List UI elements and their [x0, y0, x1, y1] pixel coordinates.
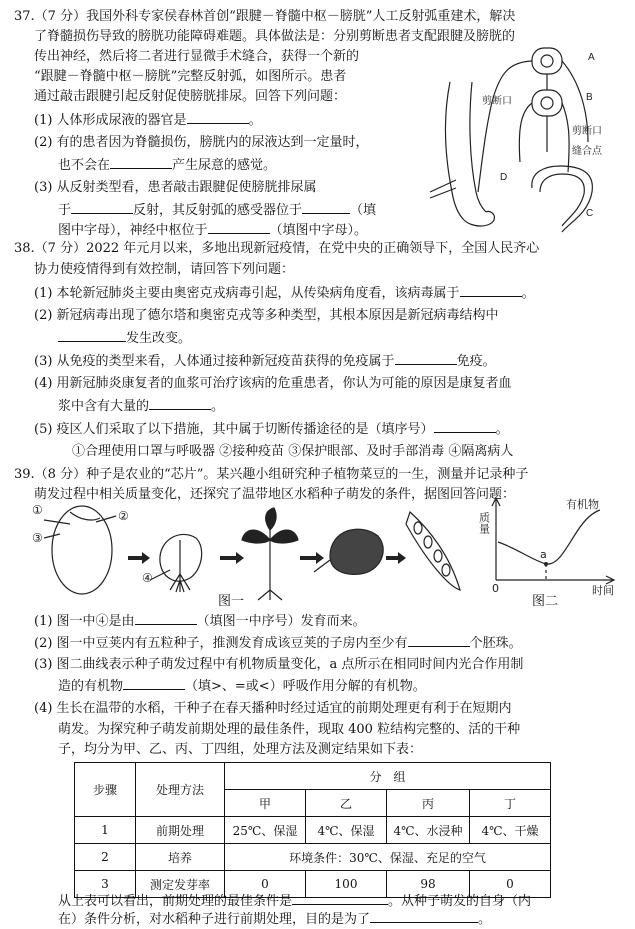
q38-question-4: (4) 用新冠肺炎康复者的血浆可治疗该病的危重患者，你认为可能的原因是康复者血	[34, 376, 512, 391]
punct: 。	[248, 113, 262, 128]
spinal-segment-a	[532, 48, 562, 74]
q39-question-4-l3: 子，均分为甲、乙、丙、丁四组，处理方法及测定结果如下表：	[58, 742, 423, 757]
table-row	[75, 844, 551, 871]
arrow-icon	[128, 552, 150, 564]
organic-matter-curve	[498, 510, 600, 564]
q39-q1-text: (1) 图一中④是由	[34, 614, 135, 629]
arrow-icon	[220, 552, 244, 564]
q38-question-5	[34, 420, 509, 438]
answer-blank[interactable]	[58, 329, 126, 342]
q39-q1-tail: （填图一中序号）发育而来。	[196, 614, 366, 629]
punct: 。	[495, 422, 509, 437]
answer-blank[interactable]	[370, 910, 478, 923]
q38-q5-text: (5) 疫区人们采取了以下措施，其中属于切断传播途径的是（填序号）	[34, 422, 434, 437]
fig-label-cut1: 剪断口	[482, 96, 512, 107]
q39-line-1: 39.（8 分）种子是农业的“芯片”。某兴趣小组研究种子植物菜豆的一生，测量并记录种子	[14, 467, 529, 482]
q38-line-1: 38.（7 分）2022 年元月以来，多地出现新冠疫情，在党中央的正确领导下，全国人民齐心	[14, 241, 540, 256]
answer-blank[interactable]	[302, 201, 350, 214]
seed-shape	[52, 506, 112, 594]
q38-q3-text: (3) 从免疫的类型来看，人体通过接种新冠疫苗获得的免疫属于	[34, 354, 395, 369]
group-jia: 甲	[225, 790, 306, 817]
figure-1-seed-stages	[30, 500, 470, 600]
fig-label-b: B	[586, 92, 593, 103]
q39-c1-text: 从上表可以看出，前期处理的最佳条件是	[58, 894, 293, 909]
q39-question-1	[34, 612, 366, 630]
table-cell: 4℃、保湿	[306, 817, 387, 844]
q37-line-1: 37.（7 分）我国外科专家侯春林首创“跟腱－脊髓中枢－膀胱”人工反射弧重建术，解决	[14, 9, 516, 24]
q39-question-3-cont	[58, 677, 426, 695]
header-method: 处理方法	[136, 763, 225, 817]
row-method: 测定发芽率	[136, 871, 225, 898]
q37-line-4: “跟腱－脊髓中枢－膀胱”完整反射弧，如图所示。患者	[34, 69, 347, 84]
table-row	[75, 817, 551, 844]
q37-q3-tail2: （填图中字母）。	[269, 223, 368, 238]
fig-label-d: D	[500, 172, 508, 183]
row-step: 1	[75, 817, 136, 844]
answer-blank[interactable]	[292, 892, 388, 905]
answer-blank[interactable]	[434, 420, 496, 433]
fig2-series-label: 有机物	[566, 498, 599, 511]
q37-question-3: (3) 从反射类型看，患者敲击跟腱促使膀胱排尿属	[34, 180, 317, 195]
answer-blank[interactable]	[187, 111, 249, 124]
q38-question-3	[34, 352, 496, 370]
answer-blank[interactable]	[110, 156, 172, 169]
q37-line-3: 传出神经，然后将二者进行显微手术缝合，获得一个新的	[34, 49, 360, 64]
fig2-ylabel: 质量	[477, 512, 491, 534]
fig-label-suture: 缝合点	[572, 146, 602, 157]
row-method: 培养	[136, 844, 225, 871]
answer-blank[interactable]	[460, 284, 522, 297]
punct: 。	[211, 399, 225, 414]
group-yi: 乙	[306, 790, 387, 817]
q37-line-2: 了脊髓损伤导致的膀胱功能障碍难题。具体做法是：分别剪断患者支配跟腱及膀胱的	[34, 29, 516, 44]
q37-q3-text2: 图中字母），神经中枢位于	[58, 223, 208, 238]
answer-blank[interactable]	[208, 221, 270, 234]
fig2-point-a: a	[540, 548, 547, 561]
q39-q3-tail: （填>、=或<）呼吸作用分解的有机物。	[185, 679, 426, 694]
q37-q2-text: 也不会在	[58, 158, 111, 173]
q39-question-4-l2: 萌发。为探究种子萌发前期处理的最佳条件，现取 400 粒结构完整的、活的干种	[58, 722, 521, 737]
row-step: 3	[75, 871, 136, 898]
q37-line-5: 通过敲击跟腱引起反射促使膀胱排尿。回答下列问题：	[34, 89, 347, 104]
q39-question-4: (4) 生长在温带的水稻，干种子在春天播种时经过适宜的前期处理更有利于在短期内	[34, 701, 512, 716]
punct: 。	[478, 912, 492, 927]
q37-question-3-cont	[58, 201, 376, 219]
fig1-mark-3: ③	[32, 531, 43, 545]
fig1-mark-4: ④	[142, 571, 153, 585]
reflex-arc-figure	[420, 42, 630, 238]
row-step: 2	[75, 844, 136, 871]
q39-question-2	[34, 634, 522, 652]
fig1-mark-1: ①	[32, 503, 43, 517]
q38-question-4-cont	[58, 397, 224, 415]
row-method: 前期处理	[136, 817, 225, 844]
q37-question-2: (2) 有的患者因为脊髓损伤，膀胱内的尿液达到一定量时，	[34, 135, 369, 150]
q37-q3-text: 于	[58, 203, 72, 218]
q38-question-2: (2) 新冠病毒出现了德尔塔和奥密克戎等多种类型，其根本原因是新冠病毒结构中	[34, 308, 499, 323]
q39-question-3: (3) 图二曲线表示种子萌发过程中有机物质量变化，a 点所示在相同时间内光合作用制	[34, 657, 524, 672]
table-cell: 25℃、保湿	[225, 817, 306, 844]
q39-q2-text: (2) 图一中豆荚内有五粒种子，推测发育成该豆荚的子房内至少有	[34, 636, 408, 651]
table-cell-merged: 环境条件：30℃、保湿、充足的空气	[225, 844, 551, 871]
table-cell: 100	[306, 871, 387, 898]
table-cell: 4℃、干燥	[470, 817, 551, 844]
group-ding: 丁	[470, 790, 551, 817]
arrow-icon	[386, 552, 406, 564]
answer-blank[interactable]	[395, 352, 457, 365]
q38-question-2-cont	[58, 329, 191, 347]
q37-q2-tail: 产生尿意的感觉。	[172, 158, 277, 173]
q38-question-1	[34, 284, 535, 302]
q39-line-2: 萌发过程中相关质量变化，还探究了温带地区水稻种子萌发的条件，据图回答问题：	[34, 487, 516, 502]
q39-conclusion-1	[58, 892, 531, 910]
spinal-segment-b	[532, 90, 562, 116]
q37-q1-text: (1) 人体形成尿液的器官是	[34, 113, 187, 128]
q37-question-2-cont	[58, 156, 276, 174]
punct: 。	[521, 286, 535, 301]
answer-blank[interactable]	[71, 201, 133, 214]
header-step: 步骤	[75, 763, 136, 817]
answer-blank[interactable]	[123, 677, 185, 690]
figure-1-caption: 图一	[218, 594, 245, 609]
q38-options: ①合理使用口罩与呼吸器 ②接种疫苗 ③保护眼部、及时手部消毒 ④隔离病人	[72, 444, 514, 459]
q38-q2-tail: 发生改变。	[126, 331, 192, 346]
answer-blank[interactable]	[408, 634, 470, 647]
q38-q4-text: 浆中含有大量的	[58, 399, 150, 414]
table-cell: 0	[470, 871, 551, 898]
pretreatment-table	[74, 762, 551, 898]
q39-conclusion-2	[58, 910, 491, 928]
fig2-xlabel: 时间	[592, 584, 614, 597]
fig-label-c: C	[586, 208, 594, 219]
figure-2-caption: 图二	[532, 594, 559, 609]
fig-label-a: A	[588, 52, 595, 63]
q37-q3-tail: （填	[350, 203, 377, 218]
q37-q3-mid: 反射，其反射弧的感受器位于	[133, 203, 303, 218]
table-cell: 4℃、水浸种	[387, 817, 470, 844]
q38-q3-tail: 免疫。	[456, 354, 496, 369]
arrow-icon	[300, 552, 324, 564]
answer-blank[interactable]	[135, 612, 197, 625]
q38-q1-text: (1) 本轮新冠肺炎主要由奥密克戎病毒引起，从传染病角度看，该病毒属于	[34, 286, 460, 301]
q39-c1-tail: 。从种子萌发的自身（内	[388, 894, 532, 909]
q39-q3-text: 造的有机物	[58, 679, 124, 694]
point-a-marker	[544, 562, 548, 566]
q37-question-1	[34, 111, 262, 129]
header-group: 分 组	[225, 763, 551, 790]
table-cell: 98	[387, 871, 470, 898]
answer-blank[interactable]	[149, 397, 211, 410]
fig1-mark-2: ②	[118, 509, 129, 523]
fig-label-cut2: 剪断口	[572, 126, 602, 137]
fig2-origin: 0	[492, 582, 499, 595]
q39-c2-text: 在）条件分析，对水稻种子进行前期处理，目的是为了	[58, 912, 371, 927]
q39-q2-tail: 个胚珠。	[469, 636, 522, 651]
table-cell: 0	[225, 871, 306, 898]
group-bing: 丙	[387, 790, 470, 817]
q38-line-2: 协力使疫情得到有效控制，请回答下列问题：	[34, 262, 295, 277]
q37-question-3-cont2	[58, 221, 367, 239]
